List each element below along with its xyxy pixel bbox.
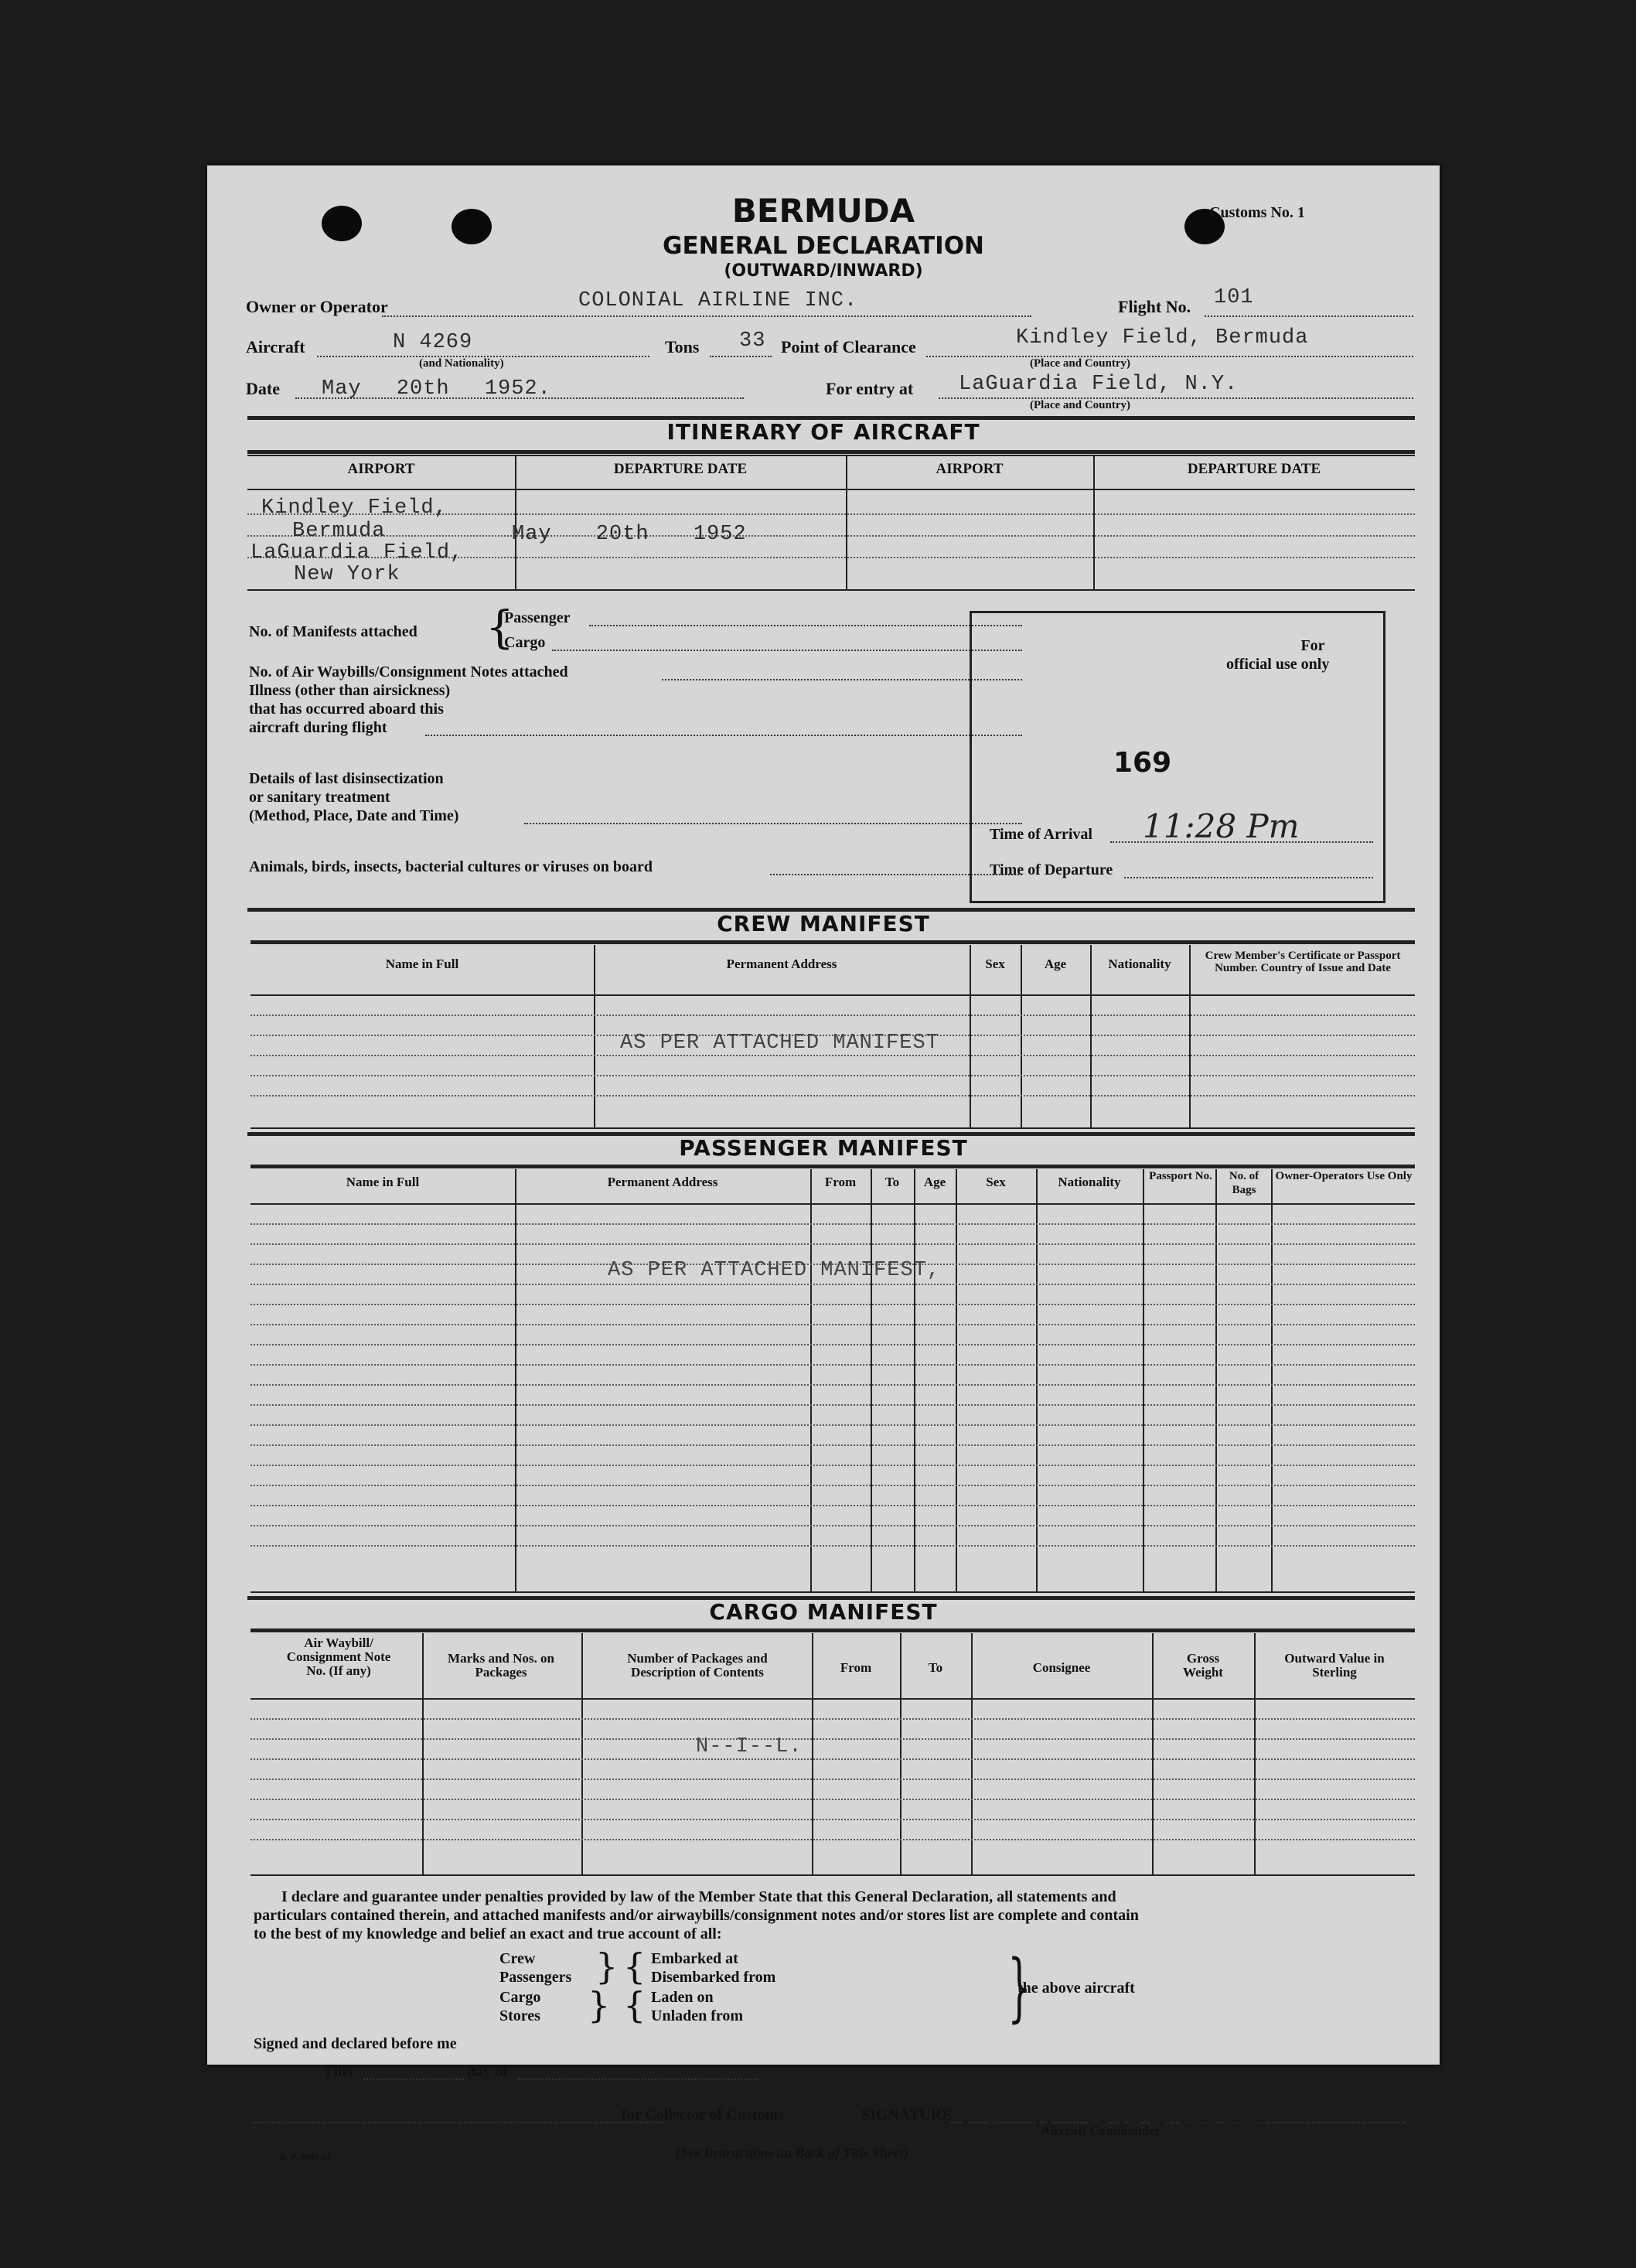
aircraft-label: Aircraft	[246, 337, 305, 356]
departure-line	[1124, 877, 1373, 878]
passenger-col-to: To	[884, 1175, 900, 1189]
aircraft-value: N 4269	[393, 331, 473, 354]
official-line-2: official use only	[1226, 656, 1330, 673]
crew-col-address: Permanent Address	[726, 957, 837, 971]
itinerary-mid-rule	[247, 450, 1415, 454]
this-label: This	[323, 2063, 353, 2080]
cargo-col-marks: Marks and Nos. on Packages	[448, 1651, 554, 1680]
passenger-row-8	[251, 1364, 1415, 1366]
itinerary-bottom-rule	[247, 589, 1415, 591]
declaration-disembarked: Disembarked from	[651, 1969, 776, 1986]
official-line-1: For	[1300, 637, 1325, 654]
declaration-item-cargo: Cargo	[499, 1989, 541, 2006]
cargo-row-3	[251, 1758, 1415, 1760]
instructions-note: (See Instructions on Back of This Sheet)	[676, 2145, 909, 2161]
cargo-bottom-rule	[251, 1874, 1415, 1876]
clearance-label: Point of Clearance	[781, 337, 916, 356]
cargo-title: CARGO MANIFEST	[709, 1599, 938, 1625]
crew-title: CREW MANIFEST	[717, 911, 930, 936]
cargo-row-5	[251, 1799, 1415, 1800]
passenger-col-6	[1036, 1169, 1038, 1591]
date-value: May 20th 1952.	[322, 377, 551, 401]
declaration-item-stores: Stores	[499, 2007, 540, 2024]
animals-label: Animals, birds, insects, bacterial cultures or viruses on board	[249, 858, 653, 875]
signed-label: Signed and declared before me	[254, 2035, 457, 2052]
passenger-row-13	[251, 1465, 1415, 1466]
declaration-line-3: to the best of my knowledge and belief an exact and true account of all:	[254, 1925, 722, 1942]
collector-line	[254, 2122, 663, 2123]
collector-label: for Collector of Customs	[622, 2106, 784, 2123]
cargo-col-value: Outward Value in Sterling	[1284, 1651, 1385, 1680]
crew-col-3	[1021, 945, 1022, 1127]
arrival-value: 11:28 Pm	[1143, 807, 1300, 845]
manifests-brace: {	[486, 601, 514, 653]
passenger-col-sex: Sex	[986, 1175, 1006, 1189]
crew-bottom-rule	[251, 1127, 1415, 1129]
passenger-row-7	[251, 1344, 1415, 1345]
cargo-col-consignee: Consignee	[1032, 1660, 1091, 1675]
disinsect-label-3: (Method, Place, Date and Time)	[249, 807, 459, 824]
passenger-row-15	[251, 1505, 1415, 1506]
this-line	[363, 2079, 464, 2080]
passenger-col-9	[1271, 1169, 1273, 1591]
crew-mid-rule	[251, 940, 1415, 944]
declaration-big-brace: }	[1007, 1944, 1031, 2031]
customs-number: Customs No. 1	[1209, 204, 1305, 221]
crew-col-age: Age	[1044, 957, 1067, 971]
passenger-row-14	[251, 1485, 1415, 1486]
passenger-col-8	[1215, 1169, 1217, 1591]
passenger-col-from: From	[824, 1175, 857, 1189]
cargo-label: Cargo	[504, 634, 546, 651]
cargo-note: N--I--L.	[696, 1735, 803, 1758]
cargo-line	[552, 650, 1022, 651]
declaration-brace-3: }	[588, 1984, 611, 2026]
itinerary-title: ITINERARY OF AIRCRAFT	[666, 419, 980, 445]
passenger-row-10	[251, 1404, 1415, 1406]
disinsect-label-2: or sanitary treatment	[249, 789, 390, 806]
departure-label: Time of Departure	[990, 861, 1113, 878]
passenger-row-9	[251, 1384, 1415, 1386]
passenger-label: Passenger	[504, 609, 571, 626]
passenger-row-2	[251, 1243, 1415, 1245]
cargo-col-from: From	[840, 1660, 872, 1675]
flight-line	[1205, 315, 1413, 317]
passenger-col-address: Permanent Address	[607, 1175, 718, 1189]
itinerary-row-2	[247, 535, 1415, 537]
crew-row-4	[251, 1075, 1415, 1076]
illness-label-1: Illness (other than airsickness)	[249, 682, 451, 699]
crew-row-1	[251, 1015, 1415, 1016]
passenger-line	[589, 625, 1022, 626]
crew-col-name: Name in Full	[385, 957, 459, 971]
entry-label: For entry at	[826, 379, 914, 398]
official-number: 169	[1113, 747, 1172, 779]
cargo-header-rule	[251, 1698, 1415, 1700]
passenger-mid-rule	[251, 1165, 1415, 1168]
itinerary-col-departure-1: DEPARTURE DATE	[613, 461, 748, 477]
declaration-brace-2: {	[623, 1946, 646, 1987]
passenger-col-owner-use: Owner-Operators Use Only	[1275, 1170, 1413, 1182]
itinerary-header-rule	[247, 489, 1415, 490]
date-label: Date	[246, 379, 280, 398]
illness-label-3: aircraft during flight	[249, 719, 387, 736]
declaration-embarked: Embarked at	[651, 1950, 738, 1967]
passenger-row-11	[251, 1424, 1415, 1426]
form-title: BERMUDA	[731, 192, 915, 230]
cargo-col-waybill: Air Waybill/ Consignment Note No. (If any)	[286, 1635, 391, 1678]
illness-line	[425, 735, 1022, 736]
waybills-label: No. of Air Waybills/Consignment Notes attached	[249, 663, 568, 680]
form-number: B. P. 4949-51	[280, 2151, 332, 2162]
declaration-line-1: I declare and guarantee under penalties provided by law of the Member State that this General Declaration, all statements and	[281, 1888, 1116, 1905]
crew-col-sex: Sex	[985, 957, 1005, 971]
flight-label: Flight No.	[1118, 297, 1191, 316]
declaration-line-2: particulars contained therein, and attached manifests and/or airwaybills/consignment notes and/or stores list are complete and contain	[254, 1907, 1139, 1924]
tons-line	[710, 356, 772, 357]
passenger-col-nationality: Nationality	[1058, 1175, 1121, 1189]
crew-col-2	[970, 945, 971, 1127]
passenger-col-7	[1143, 1169, 1144, 1591]
waybills-line	[662, 679, 1022, 680]
cargo-row-6	[251, 1819, 1415, 1820]
passenger-col-bags: No. of Bags	[1229, 1170, 1259, 1196]
cargo-row-1	[251, 1718, 1415, 1720]
passenger-col-age: Age	[923, 1175, 946, 1189]
itinerary-col-departure-2: DEPARTURE DATE	[1187, 461, 1321, 477]
entry-note: (Place and Country)	[1030, 399, 1130, 411]
aircraft-note: (and Nationality)	[419, 357, 504, 370]
form-subtitle: GENERAL DECLARATION	[663, 232, 984, 260]
tons-value: 33	[739, 329, 766, 353]
flight-value: 101	[1214, 286, 1254, 309]
cargo-row-4	[251, 1779, 1415, 1780]
passenger-col-5	[956, 1169, 957, 1591]
declaration-brace-1: }	[595, 1946, 619, 1987]
itinerary-rule-2	[247, 455, 1415, 456]
passenger-row-6	[251, 1324, 1415, 1325]
owner-label: Owner or Operator	[246, 297, 388, 316]
cargo-col-packages: Number of Packages and Description of Contents	[627, 1651, 768, 1680]
declaration-brace-4: {	[623, 1984, 646, 2026]
owner-value: COLONIAL AIRLINE INC.	[578, 289, 858, 312]
entry-value: LaGuardia Field, N.Y.	[959, 373, 1239, 396]
crew-note: AS PER ATTACHED MANIFEST	[620, 1032, 939, 1055]
passenger-col-name: Name in Full	[346, 1175, 420, 1189]
passenger-row-17	[251, 1545, 1415, 1547]
tons-label: Tons	[665, 337, 700, 356]
cargo-row-7	[251, 1839, 1415, 1840]
cargo-col-weight: Gross Weight	[1183, 1651, 1223, 1680]
illness-label-2: that has occurred aboard this	[249, 701, 444, 718]
passenger-col-2	[810, 1169, 812, 1591]
crew-col-4	[1090, 945, 1092, 1127]
declaration-item-passengers: Passengers	[499, 1969, 572, 1986]
passenger-col-4	[914, 1169, 915, 1591]
itinerary-line-3: LaGuardia Field,	[251, 541, 464, 564]
manifests-label: No. of Manifests attached	[249, 623, 418, 640]
passenger-row-1	[251, 1223, 1415, 1225]
itinerary-departure-date: May 20th 1952	[512, 523, 747, 546]
arrival-label: Time of Arrival	[990, 826, 1092, 843]
declaration-aircraft-text: the above aircraft	[1017, 1980, 1135, 1997]
clearance-value: Kindley Field, Bermuda	[1016, 326, 1309, 350]
crew-header-rule	[251, 994, 1415, 996]
form-subtitle-2: (OUTWARD/INWARD)	[724, 261, 923, 281]
crew-row-5	[251, 1095, 1415, 1096]
commander-label: Aircraft Commander	[1041, 2123, 1161, 2138]
disinsect-label-1: Details of last disinsectization	[249, 770, 444, 787]
declaration-laden: Laden on	[651, 1989, 714, 2006]
signature-label: SIGNATURE	[861, 2106, 953, 2123]
itinerary-line-4: New York	[294, 563, 400, 586]
clearance-line	[926, 356, 1413, 357]
itinerary-col-airport-2: AIRPORT	[936, 461, 1004, 477]
passenger-note: AS PER ATTACHED MANIFEST,	[608, 1259, 941, 1282]
declaration-sheet	[207, 165, 1440, 2162]
owner-line	[382, 315, 1031, 317]
itinerary-line-1: Kindley Field,	[261, 496, 448, 520]
passenger-col-1	[515, 1169, 516, 1591]
passenger-bottom-rule	[251, 1591, 1415, 1593]
passenger-row-12	[251, 1444, 1415, 1446]
passenger-row-16	[251, 1525, 1415, 1526]
declaration-unladen: Unladen from	[651, 2007, 744, 2024]
passenger-col-3	[871, 1169, 872, 1591]
crew-col-certificate: Crew Member's Certificate or Passport Number. Country of Issue and Date	[1205, 950, 1401, 974]
day-label: day of	[467, 2063, 508, 2080]
crew-row-3	[251, 1055, 1415, 1056]
cargo-col-to: To	[928, 1660, 943, 1675]
entry-line	[939, 397, 1413, 399]
passenger-title: PASSENGER MANIFEST	[679, 1135, 968, 1161]
declaration-item-crew: Crew	[499, 1950, 536, 1967]
day-line	[518, 2079, 758, 2080]
passenger-header-rule	[251, 1203, 1415, 1205]
cargo-row-2	[251, 1738, 1415, 1740]
itinerary-line-2: Bermuda	[292, 520, 386, 543]
passenger-col-passport: Passport No.	[1149, 1170, 1212, 1182]
crew-col-1	[594, 945, 595, 1127]
passenger-row-4	[251, 1284, 1415, 1285]
itinerary-col-airport-1: AIRPORT	[347, 461, 415, 477]
disinsect-line	[524, 823, 1022, 824]
crew-col-nationality: Nationality	[1108, 957, 1171, 971]
passenger-row-5	[251, 1304, 1415, 1305]
clearance-note: (Place and Country)	[1030, 357, 1130, 370]
cargo-mid-rule	[251, 1629, 1415, 1632]
